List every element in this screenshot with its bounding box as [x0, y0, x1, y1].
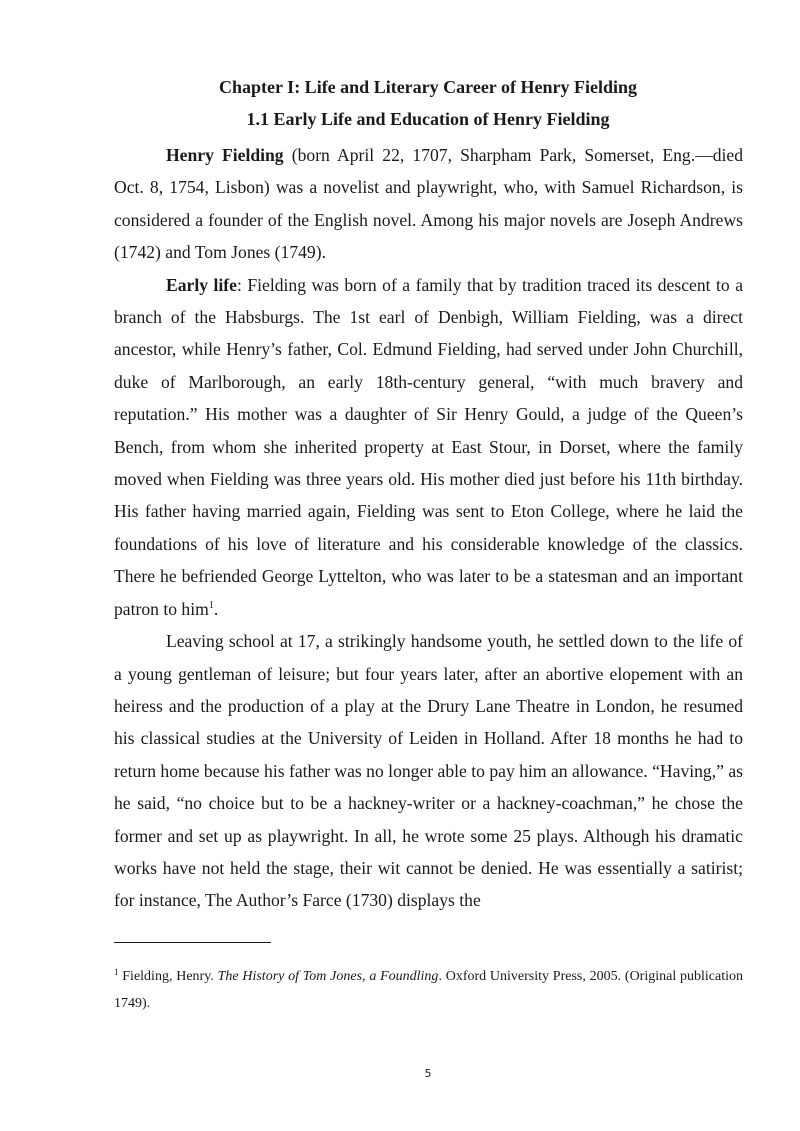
chapter-title: Chapter I: Life and Literary Career of Henry Fielding: [219, 77, 637, 97]
paragraph: [114, 139, 743, 269]
body-text: [114, 139, 743, 917]
paragraph-text: : Fielding was born of a family that by tradition traced its descent to a branch of the Habsburgs. The 1st earl of Denbigh, William Fielding, was a direct ancestor, while Henry’s father, Col. Edmund Fielding, had served under John Churchill, duke of Marlborough, an early 18th-century general, “with much bravery and reputation.” His mother was a daughter of Sir Henry Gould, a judge of the Queen’s Bench, from whom she inherited property at East Stour, in Dorset, where the family moved when Fielding was three years old. His mother died just before his 11th birthday. His father having married again, Fielding was sent to Eton College, where he laid the foundations of his love of literature and his considerable knowledge of the classics. There he befriended George Lyttelton, who was later to be a statesman and an important patron to him: [114, 274, 744, 619]
footnote-author: Fielding, Henry.: [118, 969, 218, 984]
footnote-separator: [114, 942, 271, 943]
paragraph-text: Leaving school at 17, a strikingly handsome youth, he settled down to the life of a young gentleman of leisure; but four years later, after an abortive elopement with an heiress and the production of a play at the Drury Lane Theatre in London, he resumed his classical studies at the University of Leiden in Holland. After 18 months he had to return home because his father was no longer able to pay him an allowance. “Having,” as he said, “no choice but to be a hackney-writer or a hackney-coachman,” he chose the former and set up as playwright. In all, he wrote some 25 plays. Although his dramatic works have not held the stage, their wit cannot be denied. He was essentially a satirist; for instance, The Author’s Farce (1730) displays the: [114, 631, 743, 911]
paragraph: [114, 625, 743, 917]
page-number: 5: [424, 1067, 432, 1080]
paragraph-lead: Early life: [166, 274, 237, 295]
footnote: [114, 963, 743, 1017]
paragraph-end: .: [213, 598, 219, 619]
footnote-number: 1: [114, 967, 119, 977]
footnote-work-title: The History of Tom Jones, a Foundling: [217, 969, 439, 984]
paragraph-text: (born April 22, 1707, Sharpham Park, Somerset, Eng.—died Oct. 8, 1754, Lisbon) was a novelist and playwright, who, with Samuel Richardson, is considered a founder of the English novel. Among his major novels are Joseph Andrews (1742) and Tom Jones (1749).: [114, 145, 743, 263]
footnote-details: . Oxford University Press, 2005. (Original publication 1749).: [114, 969, 743, 1011]
section-title: 1.1 Early Life and Education of Henry Fielding: [246, 109, 610, 129]
paragraph-lead: Henry Fielding: [166, 145, 284, 165]
footnote-reference[interactable]: 1: [208, 599, 214, 611]
paragraph: [114, 269, 743, 625]
